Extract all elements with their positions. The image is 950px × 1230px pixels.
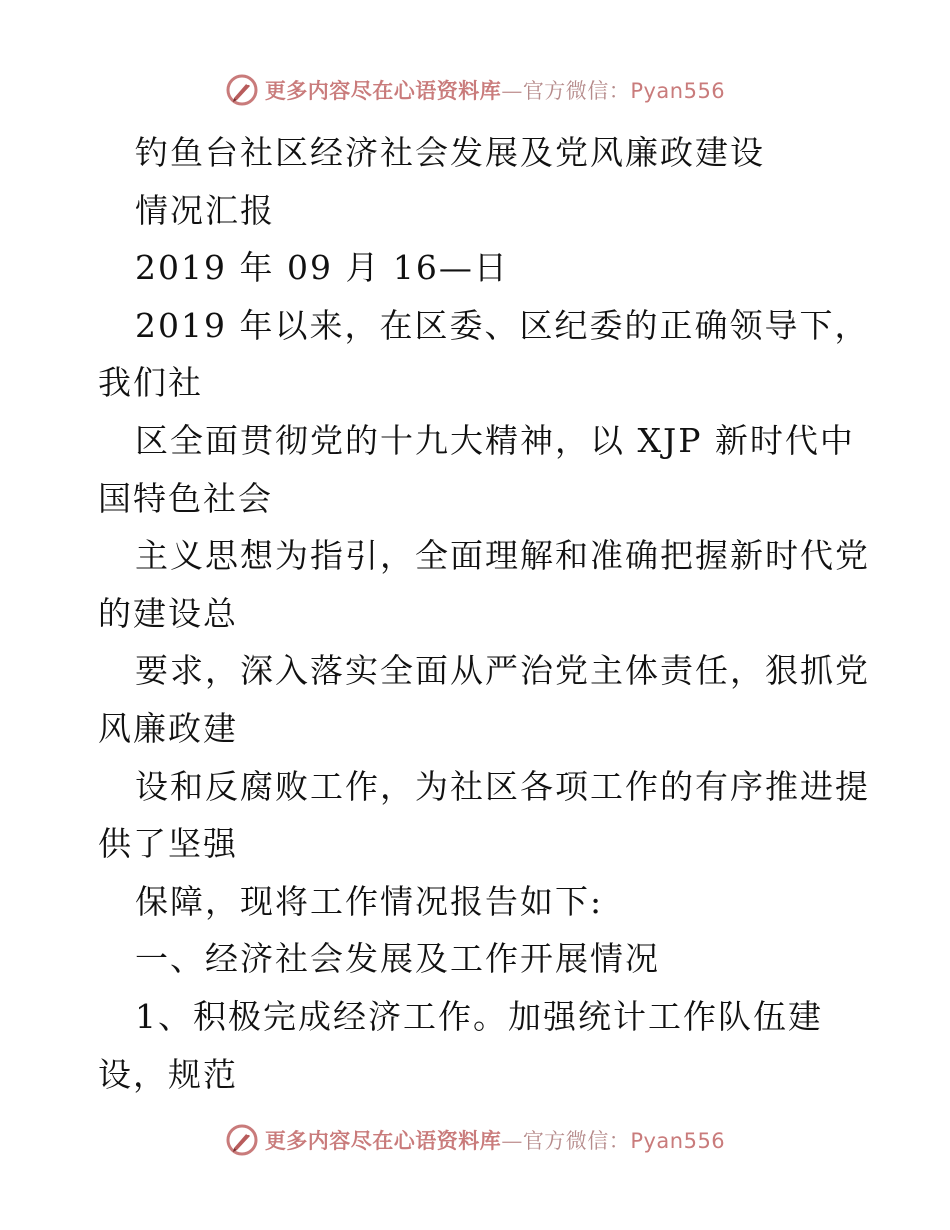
document-line: 2019 年以来，在区委、区纪委的正确领导下， [135,305,870,345]
document-line: 情况汇报 [135,190,275,230]
document-line: 设，规范 [98,1054,238,1094]
watermark-text-group [265,75,725,105]
document-line: 风廉政建 [98,708,238,748]
document-line: 要求，深入落实全面从严治党主体责任，狠抓党 [135,651,870,691]
document-line: 一、经济社会发展及工作开展情况 [135,939,660,979]
footer-watermark [0,1120,950,1160]
document-line: 2019 年 09 月 16—日 [135,248,509,288]
document-line: 1、积极完成经济工作。加强统计工作队伍建 [135,996,823,1036]
document-line: 设和反腐败工作，为社区各项工作的有序推进提 [135,766,870,806]
pen-logo-icon [225,73,259,107]
document-line: 供了坚强 [98,824,238,864]
watermark-text-group [265,1125,725,1155]
watermark-id: Pyan556 [630,79,726,103]
document-line: 的建设总 [98,593,238,633]
watermark-dash: — [501,1129,523,1153]
header-watermark [0,70,950,110]
document-line: 区全面贯彻党的十九大精神，以 XJP 新时代中 [135,420,855,460]
document-line: 主义思想为指引，全面理解和准确把握新时代党 [135,536,870,576]
document-body [98,124,870,1103]
watermark-official: 官方微信： [522,1129,631,1153]
document-line: 钓鱼台社区经济社会发展及党风廉政建设 [135,133,765,172]
document-line: 保障，现将工作情况报告如下: [135,881,604,921]
watermark-brand: 更多内容尽在心语资料库 [264,1128,502,1153]
watermark-dash: — [501,79,523,103]
watermark-official: 官方微信： [522,79,631,103]
watermark-id: Pyan556 [630,1129,726,1153]
document-line: 国特色社会 [98,478,273,518]
pen-logo-icon [225,1123,259,1157]
watermark-brand: 更多内容尽在心语资料库 [264,78,502,103]
document-line: 我们社 [98,363,203,403]
